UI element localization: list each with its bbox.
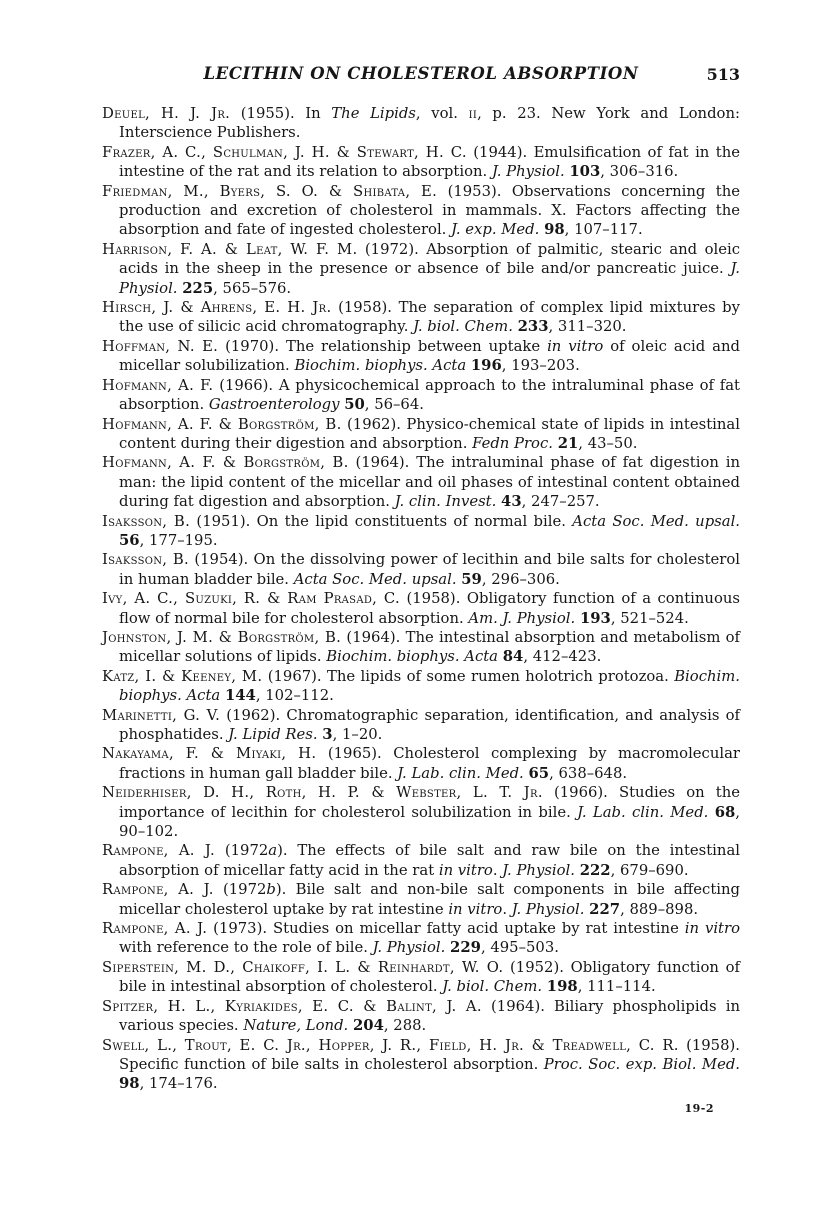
reference-entry <box>102 337 740 376</box>
text-run: . <box>502 900 512 918</box>
text-run: , 565–576. <box>213 279 292 297</box>
text-run: (1972 <box>215 842 269 860</box>
reference-entry <box>102 841 740 880</box>
running-head-title: LECITHIN ON CHOLESTEROL ABSORPTION <box>203 64 639 83</box>
text-run: a <box>268 842 278 860</box>
text-run: 103 <box>569 163 601 181</box>
text-run: 204 <box>352 1017 384 1035</box>
reference-entry <box>102 240 740 298</box>
text-run: J. Lab. clin. Med. <box>397 764 524 782</box>
text-run: (1970). The relationship between uptake <box>218 337 548 355</box>
text-run: 68 <box>714 803 736 821</box>
text-run: b <box>266 881 276 899</box>
text-run: Siperstein, M. D., Chaikoff, I. L. & Reinhardt, W. O. <box>102 958 504 976</box>
reference-entry <box>102 880 740 919</box>
reference-entry <box>102 143 740 182</box>
text-run: , 889–898. <box>620 900 699 918</box>
text-run: (1967). The lipids of some rumen holotrich protozoa. <box>262 667 675 685</box>
text-run: 50 <box>344 396 365 414</box>
text-run: Nakayama, F. & Miyaki, H. <box>102 745 317 763</box>
text-run: (1958). The separation of complex lipid mixtures by the use of silicic acid chromatography. <box>119 299 740 336</box>
text-run: J. clin. Invest. <box>394 493 497 511</box>
text-run: in vitro <box>448 900 503 918</box>
text-run: Frazer, A. C., Schulman, J. H. & Stewart, H. C. <box>102 143 467 161</box>
text-run: , 247–257. <box>521 493 600 511</box>
text-run: Swell, L., Trout, E. C. Jr., Hopper, J. R., Field, H. Jr. & Treadwell, C. R. <box>102 1036 679 1054</box>
text-run: Biochim. biophys. Acta <box>119 667 740 705</box>
text-run: , 193–203. <box>501 357 580 375</box>
text-run: in vitro <box>438 861 493 879</box>
text-run: Katz, I. & Keeney, M. <box>102 667 263 685</box>
text-run: J. Lab. clin. Med. <box>577 803 709 821</box>
text-run: Biochim. biophys. Acta <box>294 357 467 375</box>
text-run: Nature, Lond. <box>243 1017 349 1035</box>
text-run: , 90–102. <box>119 803 740 841</box>
text-run: (1973). Studies on micellar fatty acid uptake by rat intestine <box>207 920 685 938</box>
text-run: 225 <box>182 279 214 297</box>
text-run: (1964). Biliary phospholipids in various species. <box>119 997 740 1035</box>
signature-mark: 19-2 <box>684 1101 714 1115</box>
text-run: , 638–648. <box>549 764 628 782</box>
text-run: , 288. <box>383 1017 427 1035</box>
text-run: Biochim. biophys. Acta <box>326 648 498 666</box>
text-run: (1965). Cholesterol complexing by macromolecular fractions in human gall bladder bile. <box>119 745 740 782</box>
reference-entry <box>102 997 740 1036</box>
text-run: (1952). Obligatory function of bile in intestinal absorption of cholesterol. <box>119 958 740 996</box>
text-run: J. Physiol. <box>502 861 575 879</box>
text-run: Rampone, A. J. <box>102 920 208 938</box>
text-run: J. Lipid Res. <box>228 726 318 743</box>
text-run: (1958). Obligatory function of a continuous flow of normal bile for cholesterol absorption. <box>119 590 740 627</box>
text-run: J. biol. Chem. <box>442 978 543 996</box>
text-run: J. Physiol. <box>511 900 585 918</box>
text-run: (1966). Studies on the importance of lecithin for cholesterol solubilization in bile. <box>119 784 740 821</box>
text-run: Ivy, A. C., Suzuki, R. & Ram Prasad, C. <box>102 590 401 608</box>
reference-entry <box>102 589 740 628</box>
text-run: 222 <box>579 861 611 879</box>
text-run: J. Physiol. <box>491 163 565 181</box>
text-run: 227 <box>589 900 621 918</box>
text-run: J. exp. Med. <box>451 221 540 239</box>
page-header <box>102 64 740 86</box>
text-run: (1944). Emulsification of fat in the intestine of the rat and its relation to absorption. <box>119 143 740 181</box>
text-run: (1966). A physicochemical approach to the intraluminal phase of fat absorption. <box>119 376 740 414</box>
reference-entry <box>102 706 740 745</box>
text-run: (1955). In <box>230 105 332 122</box>
reference-entry <box>102 1036 740 1094</box>
text-run: Isaksson, B. <box>102 512 191 530</box>
reference-entry <box>102 667 740 706</box>
reference-entry <box>102 182 740 240</box>
text-run: Hoffman, N. E. <box>102 337 219 355</box>
text-run: in vitro <box>547 337 604 355</box>
text-run: 193 <box>579 609 611 627</box>
text-run: of oleic acid and micellar solubilization. <box>119 337 740 375</box>
text-run: 56 <box>119 531 140 549</box>
text-run: ). Bile salt and non-bile salt components in bile affecting micellar cholesterol uptake by rat intestine <box>119 881 740 918</box>
text-run: Acta Soc. Med. upsal. <box>293 570 457 588</box>
text-run: , 43–50. <box>578 434 638 452</box>
text-run: (1958). Specific function of bile salts in cholesterol absorption. <box>119 1036 740 1073</box>
text-run: 229 <box>450 939 481 957</box>
text-run: Hirsch, J. & Ahrens, E. H. Jr. <box>102 299 332 317</box>
text-run: (1951). On the lipid constituents of normal bile. <box>190 512 573 530</box>
text-run: 196 <box>470 357 502 375</box>
text-run: 65 <box>528 764 550 782</box>
text-run: J. biol. Chem. <box>413 318 513 336</box>
text-run: Marinetti, G. V. <box>102 706 221 724</box>
text-run: 98 <box>544 221 565 239</box>
reference-entry <box>102 919 740 958</box>
text-run: (1962). Physico-chemical state of lipids in intestinal content during their digestion and absorption. <box>119 415 740 452</box>
text-run: J. Physiol. <box>372 939 446 957</box>
text-run: 98 <box>119 1075 140 1093</box>
reference-entry <box>102 958 740 997</box>
text-run: Hofmann, A. F. & Borgström, B. <box>102 454 349 472</box>
reference-entry <box>102 550 740 589</box>
text-run: Gastroenterology <box>208 396 340 414</box>
reference-entry <box>102 298 740 337</box>
text-run: 198 <box>546 978 578 996</box>
text-run: in vitro <box>684 920 740 938</box>
text-run: , p. 23. New York and London: Interscience Publishers. <box>119 105 740 142</box>
text-run: (1964). The intraluminal phase of fat digestion in man: the lipid content of the micellar and oil phases of intestinal content obtained during fat digestion and absorption. <box>119 454 740 511</box>
text-run: Acta Soc. Med. upsal. <box>572 512 741 530</box>
text-run: Deuel, H. J. Jr. <box>102 105 231 122</box>
text-run: , vol. <box>415 105 469 122</box>
text-run: Rampone, A. J. <box>102 842 216 860</box>
text-run: , 56–64. <box>364 396 424 414</box>
reference-entry <box>102 415 740 454</box>
reference-entry <box>102 512 740 551</box>
reference-entry <box>102 453 740 511</box>
text-run: , 102–112. <box>255 687 334 705</box>
text-run: (1964). The intestinal absorption and metabolism of micellar solutions of lipids. <box>119 628 740 666</box>
reference-entry <box>102 376 740 415</box>
text-run: 233 <box>517 318 549 336</box>
text-run: ). The effects of bile salt and raw bile on the intestinal absorption of micellar fatty acid in the rat <box>119 842 741 879</box>
text-run: , 412–423. <box>523 648 602 666</box>
text-run: (1953). Observations concerning the production and excretion of cholesterol in mammals. X. Factors affecting the absorption and fate of ingested cholesterol. <box>119 182 740 239</box>
text-run: (1962). Chromatographic separation, identification, and analysis of phosphatides. <box>119 706 740 743</box>
text-run: , 111–114. <box>577 978 656 996</box>
text-run: The Lipids <box>331 105 416 122</box>
reference-entry <box>102 744 740 783</box>
text-run: , 1–20. <box>332 726 383 743</box>
text-run: , 177–195. <box>139 531 218 549</box>
text-run: 21 <box>557 434 579 452</box>
text-run: 3 <box>322 726 333 743</box>
text-run: 43 <box>501 493 522 511</box>
reference-list <box>102 104 740 1094</box>
text-run: (1972 <box>213 881 267 899</box>
text-run: Friedman, M., Byers, S. O. & Shibata, E. <box>102 182 438 200</box>
text-run: J. Physiol. <box>119 260 740 297</box>
text-run: with reference to the role of bile. <box>119 939 373 957</box>
text-run: , 311–320. <box>548 318 627 336</box>
text-run: , 521–524. <box>610 609 689 627</box>
text-run: 59 <box>461 570 482 588</box>
text-run: Spitzer, H. L., Kyriakides, E. C. & Balint, J. A. <box>102 997 482 1015</box>
text-run: , 306–316. <box>600 163 679 181</box>
text-run: Hofmann, A. F. & Borgström, B. <box>102 415 342 433</box>
text-run: Harrison, F. A. & Leat, W. F. M. <box>102 240 358 258</box>
text-run: 84 <box>502 648 524 666</box>
text-run: Rampone, A. J. <box>102 881 214 899</box>
text-run: , 679–690. <box>610 861 689 879</box>
text-run: . <box>492 861 503 879</box>
text-run: Hofmann, A. F. <box>102 376 214 394</box>
text-run: Neiderhiser, D. H., Roth, H. P. & Webster, L. T. Jr. <box>102 784 543 802</box>
text-run: Am. J. Physiol. <box>468 609 576 627</box>
text-run: , 107–117. <box>564 221 643 239</box>
text-run: (1954). On the dissolving power of lecithin and bile salts for cholesterol in human bladder bile. <box>119 551 740 588</box>
text-run: , 174–176. <box>139 1075 218 1093</box>
page-number: 513 <box>706 65 740 84</box>
text-run: Johnston, J. M. & Borgström, B. <box>102 628 342 646</box>
text-run: ii <box>468 105 478 122</box>
text-run: 144 <box>224 687 256 705</box>
reference-entry <box>102 104 740 143</box>
text-run: , 296–306. <box>481 570 560 588</box>
text-run: , 495–503. <box>480 939 559 957</box>
text-run: Fedn Proc. <box>472 434 553 452</box>
text-run: Isaksson, B. <box>102 551 190 569</box>
reference-entry <box>102 783 740 841</box>
text-run: (1972). Absorption of palmitic, stearic and oleic acids in the sheep in the presence or absence of bile and/or pancreatic juice. <box>119 240 741 278</box>
reference-entry <box>102 628 740 667</box>
text-run: Proc. Soc. exp. Biol. Med. <box>543 1055 740 1073</box>
